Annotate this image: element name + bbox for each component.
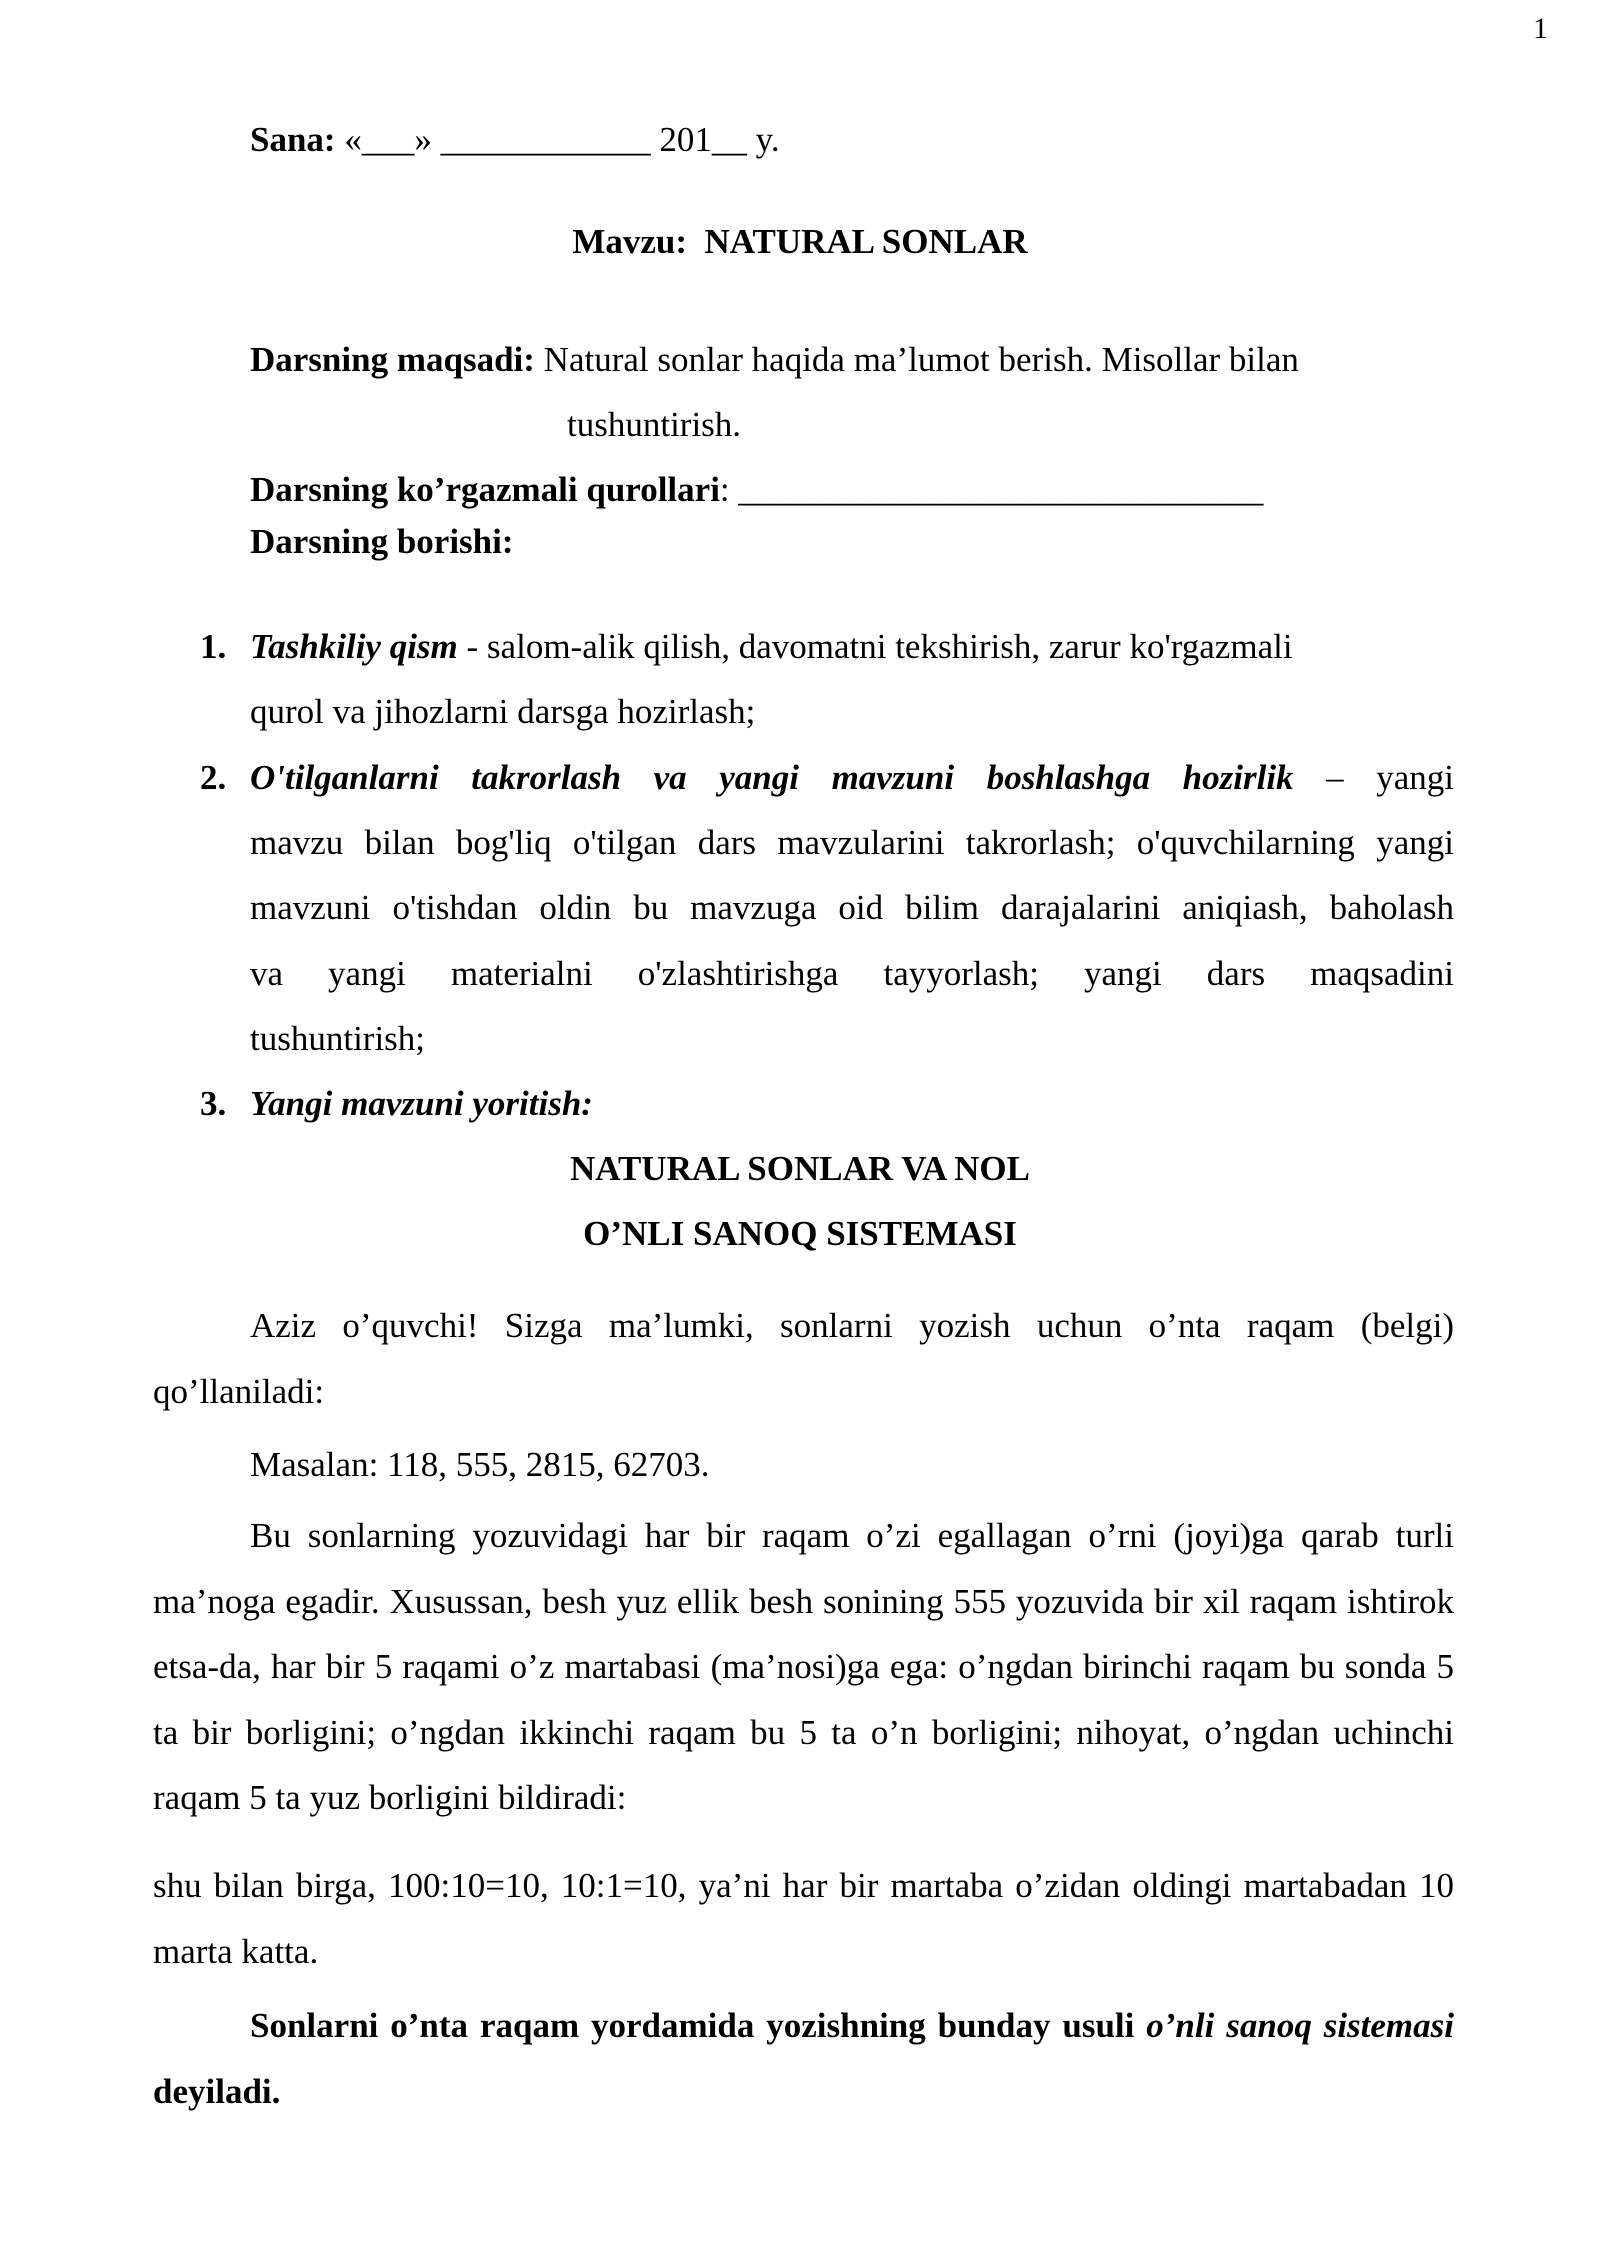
section-title-1: NATURAL SONLAR VA NOL — [570, 1149, 1030, 1188]
step-3-number: 3. — [200, 1084, 227, 1123]
goal-line — [250, 338, 1299, 382]
process-label: Darsning borishi: — [250, 522, 514, 561]
step-2-number: 2. — [200, 758, 227, 797]
step-1-line-1 — [250, 625, 1293, 669]
paragraph-1: Aziz o’quvchi! Sizga ma’lumki, sonlarni yozish uchun o’nta raqam (belgi) qo’llaniladi: — [153, 1306, 1454, 1411]
definition-text-end: deyiladi. — [153, 2071, 281, 2111]
step-1-number: 1. — [200, 627, 227, 666]
step-2-text-3: mavzuni o'tishdan oldin bu mavzuga oid bilim darajalarini aniqiash, baholash — [250, 888, 1454, 927]
goal-label: Darsning maqsadi: — [250, 340, 535, 379]
date-label: Sana: — [250, 120, 336, 159]
paragraph-4: shu bilan birga, 100:10=10, 10:1=10, ya’ni har bir martaba o’zidan oldingi martabadan 10 marta katta. — [153, 1866, 1454, 1971]
section-title-2: O’NLI SANOQ SISTEMASI — [583, 1214, 1017, 1253]
date-value: «___» ____________ 201__ y. — [344, 120, 780, 159]
goal-text-1: Natural sonlar haqida ma’lumot berish. Misollar bilan — [543, 340, 1299, 379]
step-2-text-1: – yangi — [1326, 758, 1455, 797]
paragraph-5 — [153, 1993, 1454, 2124]
step-2-title: O'tilganlarni takrorlash va yangi mavzuni boshlashga hozirlik — [250, 758, 1294, 797]
topic-heading — [0, 220, 1600, 264]
step-2-text-5: tushuntirish; — [250, 1019, 426, 1058]
topic-label: Mavzu: — [572, 222, 688, 261]
paragraph-3: Bu sonlarning yozuvidagi har bir raqam o’zi egallagan o’rni (joyi)ga qarab turli ma’noga egadir. Xusussan, besh yuz ellik besh sonining 555 yozuvida bir xil raqam ishtirok etsa-da, har bir 5 raqami o’z martabasi (ma’nosi)ga ega: o’ngdan birinchi raqam bu sonda 5 ta bir borligini; o’ngdan ikkinchi raqam bu 5 ta o’n borligini; nihoyat, o’ngdan uchinchi raqam 5 ta yuz borligini bildiradi: — [153, 1516, 1454, 1817]
step-2-text-4: va yangi materialni o'zlashtirishga tayyorlash; yangi dars maqsadini — [250, 954, 1454, 993]
paragraph-2: Masalan: 118, 555, 2815, 62703. — [250, 1445, 710, 1484]
step-3-title: Yangi mavzuni yoritish: — [250, 1084, 593, 1123]
tools-blank: ______________________________ — [738, 470, 1264, 509]
step-2-line-1 — [250, 756, 1454, 800]
definition-text-start: Sonlarni o’nta raqam yordamida yozishning bunday usuli — [250, 2006, 1147, 2045]
definition-term: o’nli sanoq sistemasi — [1146, 2006, 1454, 2045]
tools-colon: : — [719, 470, 730, 509]
step-1-text-2: qurol va jihozlarni darsga hozirlash; — [250, 692, 756, 731]
topic-value: NATURAL SONLAR — [704, 222, 1028, 261]
date-line — [250, 118, 780, 162]
step-1-title: Tashkiliy qism — [250, 627, 458, 666]
page-number: 1 — [1533, 12, 1548, 45]
tools-label: Darsning ko’rgazmali qurollari — [250, 470, 720, 509]
step-2-text-2: mavzu bilan bog'liq o'tilgan dars mavzularini takrorlash; o'quvchilarning yangi — [250, 823, 1454, 862]
goal-text-2: tushuntirish. — [567, 405, 742, 444]
tools-line — [250, 468, 1263, 512]
step-1-text-1: - salom-alik qilish, davomatni tekshirish, zarur ko'rgazmali — [457, 627, 1293, 666]
